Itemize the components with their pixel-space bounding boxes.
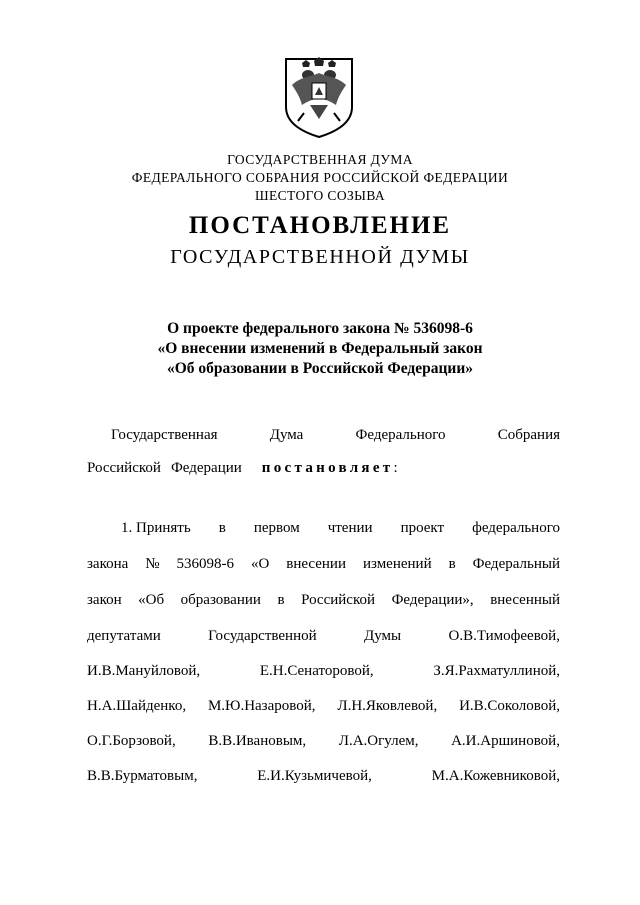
item-1-line-3 [87, 592, 560, 609]
preamble-word: Федерального [355, 427, 446, 443]
item-word: № [145, 556, 160, 572]
item-word: М.Ю.Назаровой, [207, 698, 316, 714]
item-word: Н.А.Шайденко, [87, 698, 187, 714]
item-word: «О [250, 556, 270, 572]
item-word: О.В.Тимофеевой, [448, 628, 560, 644]
resolves-verb: постановляет [261, 460, 394, 476]
item-word: О.Г.Борзовой, [87, 733, 176, 749]
item-word: Е.Н.Сенаторовой, [259, 663, 374, 679]
item-word: закон [87, 592, 122, 608]
item-word: 536098-6 [176, 556, 235, 572]
preamble-line-1 [87, 427, 560, 444]
preamble-word: Собрания [497, 427, 560, 443]
item-word: в [277, 592, 285, 608]
header-line-convocation: ШЕСТОГО СОЗЫВА [254, 188, 386, 203]
bill-title-line-3: «Об образовании в Российской Федерации» [166, 360, 474, 377]
document-title: ПОСТАНОВЛЕНИЕ [188, 212, 452, 239]
preamble-word: Российской [87, 460, 161, 476]
item-word: Л.Н.Яковлевой, [337, 698, 438, 714]
item-word: 1. Принять [121, 520, 191, 536]
bill-title-line-1: О проекте федерального закона № 536098-6 [167, 320, 473, 337]
item-word: Государственной [208, 628, 317, 644]
item-word: Л.А.Огулем, [338, 733, 419, 749]
header-line-assembly: ФЕДЕРАЛЬНОГО СОБРАНИЯ РОССИЙСКОЙ ФЕДЕРАЦИИ [131, 170, 509, 185]
item-1-line-5 [87, 663, 560, 680]
item-word: В.В.Ивановым, [208, 733, 307, 749]
preamble-line-2 [87, 460, 560, 477]
preamble-word: Государственная [111, 427, 218, 443]
item-word: И.В.Соколовой, [459, 698, 560, 714]
item-word: изменений [362, 556, 432, 572]
item-word: проект [400, 520, 445, 536]
russian-coat-of-arms-icon [280, 55, 358, 139]
item-1-line-8 [87, 768, 560, 785]
item-word: В.В.Бурматовым, [87, 768, 198, 784]
item-1-line-6 [87, 698, 560, 715]
item-word: в [218, 520, 226, 536]
item-word: М.А.Кожевниковой, [431, 768, 560, 784]
item-word: внесенный [490, 592, 560, 608]
item-word: З.Я.Рахматуллиной, [433, 663, 560, 679]
item-word: депутатами [87, 628, 161, 644]
document-subtitle: ГОСУДАРСТВЕННОЙ ДУМЫ [170, 246, 470, 268]
preamble-word: Федерации [170, 460, 242, 476]
colon: : [393, 460, 398, 476]
item-word: закона [87, 556, 129, 572]
item-word: Думы [364, 628, 402, 644]
item-word: первом [253, 520, 300, 536]
item-word: в [448, 556, 456, 572]
item-word: Федеральный [472, 556, 560, 572]
item-1-line-7 [87, 733, 560, 750]
preamble-word: Дума [269, 427, 304, 443]
header-line-duma: ГОСУДАРСТВЕННАЯ ДУМА [227, 152, 413, 167]
item-word: Е.И.Кузьмичевой, [257, 768, 372, 784]
bill-title-line-2: «О внесении изменений в Федеральный закон [157, 340, 483, 357]
item-1-line-4 [87, 628, 560, 645]
item-word: «Об [138, 592, 165, 608]
item-word: федерального [472, 520, 560, 536]
item-word: образовании [180, 592, 261, 608]
item-word: внесении [286, 556, 346, 572]
item-word: А.И.Аршиновой, [451, 733, 560, 749]
item-word: чтении [327, 520, 373, 536]
item-1-line-1 [87, 520, 560, 537]
item-word: Федерации», [391, 592, 474, 608]
item-1-line-2 [87, 556, 560, 573]
item-word: Российской [301, 592, 376, 608]
item-word: И.В.Мануйловой, [87, 663, 201, 679]
